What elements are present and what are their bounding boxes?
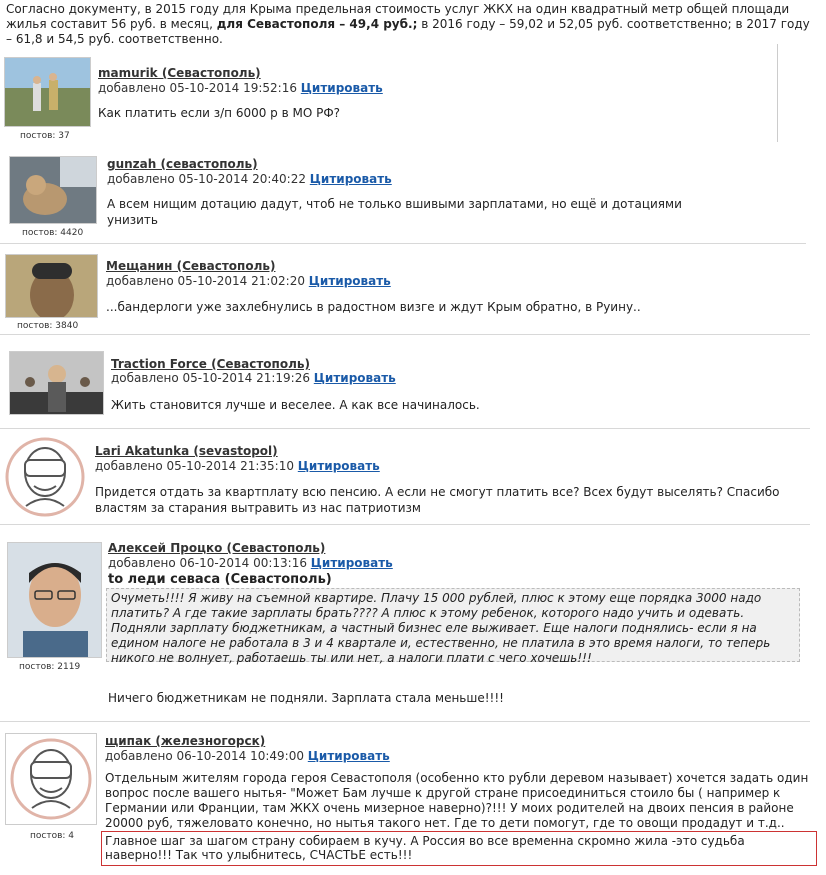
avatar-portrait-icon: [8, 543, 102, 658]
quote-button[interactable]: Цитировать: [310, 556, 393, 570]
divider: [777, 44, 778, 142]
post-date: добавлено 05-10-2014 21:02:20: [106, 274, 305, 288]
post-date: добавлено 05-10-2014 21:19:26: [111, 371, 310, 385]
post-date: добавлено 06-10-2014 10:49:00: [105, 749, 304, 763]
author-link[interactable]: Мещанин (Севастополь): [106, 259, 276, 273]
post-meta: [106, 274, 391, 288]
quote-button[interactable]: Цитировать: [307, 749, 390, 763]
post-meta: [105, 749, 390, 763]
avatar[interactable]: [4, 436, 86, 518]
author-link[interactable]: Lari Akatunka (sevastopol): [95, 444, 278, 458]
divider: [0, 334, 810, 335]
highlighted-text: Главное шаг за шагом страну собираем в кучу. А Россия во все временна скромно жила -это судьба наверно!!! Так что улыбнитесь, СЧАСТЬЕ есть!!!: [101, 831, 817, 866]
quote-button[interactable]: Цитировать: [300, 81, 383, 95]
intro-part2: в 2016 году – 59,02 и 52,05 руб. соответственно; в 2017 году – 61,8 и 54,5 руб. соответственно.: [6, 17, 810, 46]
default-avatar-icon: [4, 436, 86, 518]
author-link[interactable]: mamurik (Севастополь): [98, 66, 261, 80]
post-date: добавлено 05-10-2014 21:35:10: [95, 459, 294, 473]
avatar-group-icon: [10, 352, 104, 415]
post-meta: [107, 172, 392, 186]
quote-button[interactable]: Цитировать: [297, 459, 380, 473]
post-count: постов: 4420: [22, 228, 84, 238]
divider: [0, 428, 810, 429]
post-text: Придется отдать за квартплату всю пенсию. А если не смогут платить все? Всех будут выселять? Спасибо властям за старания вытравить из нас патриотизм: [95, 485, 780, 515]
quote-block: Очуметь!!!! Я живу на съемной квартире. Плачу 15 000 рублей, плюс к этому еще порядка 3000 надо платить? А где такие зарплаты брать???? А плюс к этому ребенок, которого надо учить и одевать. Подняли зарплату бюджетникам, а частный бизнес еле выживает. Еще налоги поднялись- если я на едином налоге не работала в 3 и 4 квартале и, естественно, не платила в это время налоги, то теперь никого не волнует, работаешь ты или нет, а налоги плати с чего хочешь!!!: [106, 588, 800, 662]
author-link[interactable]: щипак (железногорск): [105, 734, 266, 748]
quote-button[interactable]: Цитировать: [308, 274, 391, 288]
post-text: Жить становится лучше и веселее. А как все начиналось.: [111, 398, 480, 412]
avatar[interactable]: [7, 542, 102, 658]
author-link[interactable]: gunzah (севастополь): [107, 157, 258, 171]
avatar-man-icon: [6, 255, 98, 318]
avatar[interactable]: [9, 156, 97, 224]
avatar[interactable]: [5, 254, 98, 318]
avatar-cat-icon: [10, 157, 97, 224]
post-count: постов: 3840: [17, 321, 79, 331]
intro-bold: для Севастополя – 49,4 руб.;: [216, 17, 418, 31]
post-date: добавлено 05-10-2014 19:52:16: [98, 81, 297, 95]
avatar[interactable]: [9, 351, 104, 415]
post-meta: [95, 459, 380, 473]
post-text: А всем нищим дотацию дадут, чтоб не только вшивыми зарплатами, но ещё и дотациями унизить: [107, 197, 682, 227]
divider: [0, 721, 810, 722]
author-link[interactable]: Traction Force (Севастополь): [111, 357, 310, 371]
post-count: постов: 37: [20, 131, 70, 141]
post-text: Отдельным жителям города героя Севастополя (особенно кто рубли деревом называет) хочется задать один вопрос после вашего нытья- "Может Бам лучше к другой стране присоединиться стоило бы ( например к Германии или Франции, там ЖКХ очень мизерное наверно)?!!! У моих родителей на двоих пенсия в районе 20000 руб, тяжеловато конечно, но нытья такого нет. Где то дети помогут, где то овощи продадут и т.д..: [105, 771, 809, 830]
post-meta: [108, 556, 393, 570]
post-text: Как платить если з/п 6000 р в МО РФ?: [98, 106, 341, 120]
quote-button[interactable]: Цитировать: [309, 172, 392, 186]
post-meta: [98, 81, 383, 95]
author-link[interactable]: Алексей Процко (Севастополь): [108, 541, 326, 555]
post-count: постов: 4: [30, 831, 75, 841]
post-count: постов: 2119: [19, 662, 81, 672]
divider: [0, 243, 806, 244]
post-meta: [111, 371, 396, 385]
post-date: добавлено 06-10-2014 00:13:16: [108, 556, 307, 570]
avatar[interactable]: [4, 57, 91, 127]
avatar-photo-icon: [5, 58, 91, 127]
intro-part1: Согласно документу, в 2015 году для Крыма предельная стоимость услуг ЖКХ на один квадратный метр общей площади жилья составит 56 руб. в месяц,: [6, 2, 790, 31]
avatar[interactable]: [5, 733, 97, 825]
divider: [0, 524, 810, 525]
post-date: добавлено 05-10-2014 20:40:22: [107, 172, 306, 186]
quote-button[interactable]: Цитировать: [313, 371, 396, 385]
reply-to: to леди севаса (Севастополь): [108, 572, 332, 587]
post-text: Ничего бюджетникам не подняли. Зарплата стала меньше!!!!: [108, 691, 504, 705]
intro-text: [6, 2, 816, 47]
default-avatar-icon: [6, 734, 96, 824]
post-text: ...бандерлоги уже захлебнулись в радостном визге и ждут Крым обратно, в Руину..: [106, 300, 641, 314]
